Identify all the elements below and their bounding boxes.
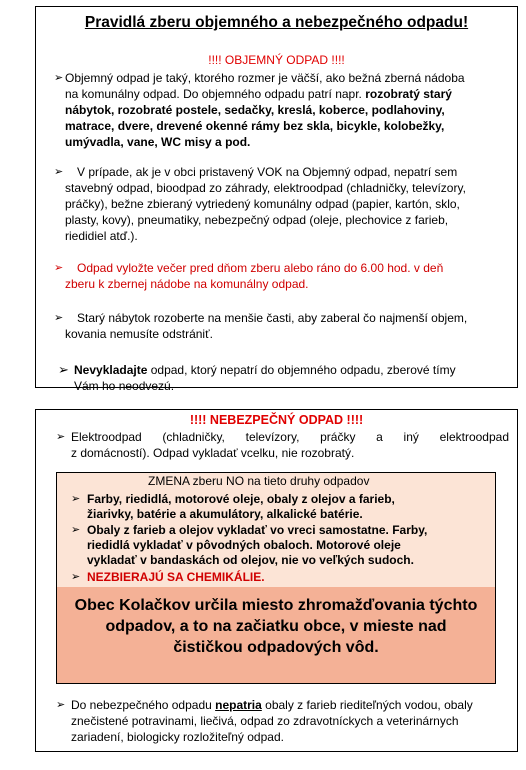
bulky-p4-line1: Starý nábytok rozoberte na menšie časti, aby zaberal čo najmenší objem,: [77, 311, 468, 325]
bulky-p1-line1: Objemný odpad je taký, ktorého rozmer je väčší, ako bežná zberná nádoba: [65, 71, 465, 85]
arrow-icon: ➢: [54, 262, 64, 274]
collection-point-line3: čističkou odpadových vôd.: [173, 639, 379, 656]
bulky-p1-line2: [65, 86, 505, 102]
hazardous-last-rest: obaly z farieb riediteľných vodou, obaly: [261, 698, 473, 712]
collection-point-line1: Obec Kolačkov určila miesto zhromažďovania týchto: [74, 597, 478, 614]
hazardous-last-pre: Do nebezpečného odpadu: [71, 698, 216, 712]
arrow-icon: ➢: [58, 362, 69, 377]
hazardous-p1: [71, 429, 509, 461]
bulky-p4: [65, 310, 505, 342]
change-item-2-line3: vykladať v bandaskách od olejov, nie vo veľkých sudoch.: [87, 553, 414, 567]
arrow-icon: ➢: [71, 524, 81, 536]
bulky-p5-bold: Nevykladajte: [74, 363, 148, 377]
bulky-p2-line2: stavebný odpad, bioodpad zo záhrady, elektroodpad (chladničky, televízory,: [65, 181, 466, 195]
hazardous-p1-line1: Elektroodpad (chladničky, televízory, práčky a iný elektroodpad: [71, 430, 509, 444]
bulky-p1-line2-text: na komunálny odpad. Do objemného odpadu patrí napr.: [65, 87, 366, 101]
bulky-p1-line3: nábytok, rozobraté postele, sedačky, kreslá, koberce, podlahoviny,: [65, 103, 445, 117]
bulky-p5: [74, 362, 505, 394]
bulky-heading: !!!! OBJEMNÝ ODPAD !!!!: [208, 53, 345, 67]
no-chemicals: NEZBIERAJÚ SA CHEMIKÁLIE.: [87, 570, 265, 584]
bulky-p2-line1: V prípade, ak je v obci pristavený VOK na Objemný odpad, nepatrí sem: [77, 165, 458, 179]
bulky-waste-section: [35, 6, 518, 393]
arrow-icon: ➢: [54, 166, 64, 178]
bulky-p2-line3: práčky), bežne zbieraný vytriedený komunálny odpad (papier, kartón, sklo,: [65, 197, 460, 211]
bulky-p4-line2: kovania nemusíte odstrániť.: [65, 327, 213, 341]
bulky-p5-line1: [74, 362, 505, 378]
change-item-2-line2: riedidlá vykladať v pôvodných obaloch. Motorové oleje: [87, 538, 401, 552]
bulky-p3-line2: zberu k zbernej nádobe na komunálny odpad.: [65, 277, 309, 291]
hazardous-heading: !!!! NEBEZPEČNÝ ODPAD !!!!: [189, 413, 364, 427]
bulky-p1: [65, 70, 505, 150]
hazardous-last-line2: znečistené potravinami, liečivá, odpad zo zdravotníckych a veterinárnych: [71, 714, 459, 728]
change-item-1: [87, 492, 487, 522]
arrow-icon: ➢: [56, 699, 66, 711]
change-item-1-line1: Farby, riedidlá, motorové oleje, obaly z olejov a farieb,: [87, 492, 395, 506]
bulky-p2-line5: riedidiel atď.).: [65, 229, 138, 243]
bulky-p2-line4: plasty, kovy), pneumatiky, nebezpečný odpad (oleje, plechovice z farieb,: [65, 213, 449, 227]
hazardous-p1-line2: z domácností). Odpad vykladať vcelku, nie rozobratý.: [71, 446, 355, 460]
hazardous-last-line3: zariadení, biologicky rozložiteľný odpad.: [71, 730, 284, 744]
arrow-icon: ➢: [54, 312, 64, 324]
bulky-p1-line4: matrace, dvere, drevené okenné rámy bez skla, bicykle, kolobežky,: [65, 119, 445, 133]
bulky-p1-line5: umývadla, vane, WC misy a pod.: [65, 135, 251, 149]
change-notice-box: [56, 472, 496, 684]
bulky-p5-rest: odpad, ktorý nepatrí do objemného odpadu, zberové tímy: [147, 363, 456, 377]
bulky-p3: [65, 260, 505, 292]
bulky-p2: [65, 164, 505, 244]
hazardous-last-line1: [71, 697, 509, 713]
bulky-p5-line2: Vám ho neodvezú.: [74, 379, 175, 393]
change-item-1-line2: žiarivky, batérie a akumulátory, alkalické batérie.: [87, 507, 363, 521]
change-header: [68, 473, 495, 489]
arrow-icon: ➢: [71, 493, 81, 505]
collection-point-notice: [57, 595, 495, 658]
bulky-p3-line1: Odpad vyložte večer pred dňom zberu alebo ráno do 6.00 hod. v deň: [77, 261, 444, 275]
arrow-icon: ➢: [56, 431, 66, 443]
change-header-text: ZMENA zberu NO na tieto druhy odpadov: [148, 474, 370, 488]
change-item-2: [87, 523, 492, 568]
change-item-2-line1: Obaly z farieb a olejov vykladať vo vreci samostatne. Farby,: [87, 523, 428, 537]
arrow-icon: ➢: [71, 571, 81, 583]
hazardous-last-bold: nepatria: [215, 698, 262, 712]
collection-point-line2: odpadov, a to na začiatku obce, v mieste nad: [105, 618, 447, 635]
page-title: Pravidlá zberu objemného a nebezpečného odpadu!: [84, 14, 469, 31]
arrow-icon: ➢: [54, 72, 64, 84]
hazardous-last: [71, 697, 509, 745]
bulky-p1-bold-tail: rozobratý starý: [365, 87, 452, 101]
